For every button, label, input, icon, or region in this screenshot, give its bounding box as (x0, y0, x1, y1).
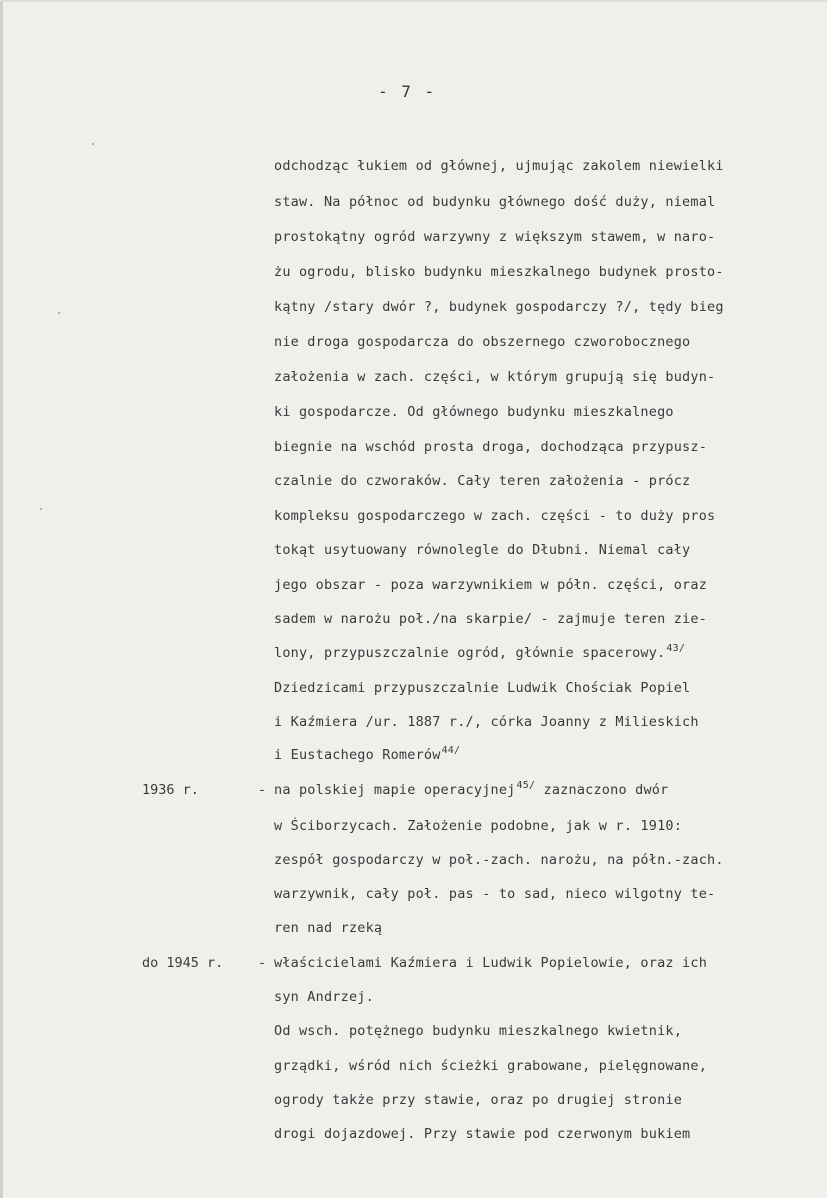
page-number: - 7 - (378, 82, 437, 101)
text-line: biegnie na wschód prosta droga, dochodząca przypusz- (274, 439, 708, 455)
footnote-ref-43: 43/ (666, 643, 686, 654)
text-line: nie droga gospodarcza do obszernego czworobocznego (274, 334, 691, 350)
text-span: zaznaczono dwór (535, 782, 669, 798)
text-line: Od wsch. potężnego budynku mieszkalnego kwietnik, (274, 1023, 683, 1039)
text-line: grządki, wśród nich ścieżki grabowane, pielęgnowane, (274, 1058, 708, 1074)
text-line: ki gospodarcze. Od głównego budynku mieszkalnego (274, 404, 674, 420)
text-line (274, 645, 685, 661)
text-line: czalnie do czworaków. Cały teren założenia - prócz (274, 473, 691, 489)
text-span: na polskiej mapie operacyjnej (274, 782, 516, 798)
text-span: i Eustachego Romerów (274, 747, 441, 763)
page-top-edge (0, 0, 827, 2)
entry-date-1936: 1936 r. (142, 782, 199, 798)
text-line: kątny /stary dwór ?, budynek gospodarczy ?/, tędy bieg (274, 299, 724, 315)
text-line: żu ogrodu, blisko budynku mieszkalnego budynek prosto- (274, 264, 724, 280)
entry-date-1945: do 1945 r. (142, 955, 224, 971)
text-line: w Ściborzycach. Założenie podobne, jak w r. 1910: (274, 818, 683, 834)
text-line: właścicielami Kaźmiera i Ludwik Popielowie, oraz ich (274, 955, 708, 971)
paper-speck (58, 312, 60, 314)
paper-speck (40, 508, 42, 510)
text-line: ren nad rzeką (274, 920, 383, 936)
text-line: staw. Na północ od budynku głównego dość duży, niemal (274, 194, 716, 210)
footnote-ref-45: 45/ (516, 780, 536, 791)
entry-dash: - (258, 782, 267, 798)
text-line: prostokątny ogród warzywny z większym stawem, w naro- (274, 229, 716, 245)
text-line: zespół gospodarczy w poł.-zach. narożu, na półn.-zach. (274, 852, 724, 868)
text-line: kompleksu gospodarczego w zach. części - to duży pros (274, 508, 716, 524)
text-line: ogrody także przy stawie, oraz po drugiej stronie (274, 1092, 683, 1108)
paper-speck (92, 143, 94, 145)
text-line: syn Andrzej. (274, 989, 374, 1005)
text-line (274, 782, 668, 798)
text-line: drogi dojazdowej. Przy stawie pod czerwonym bukiem (274, 1126, 691, 1142)
text-span: lony, przypuszczalnie ogród, głównie spacerowy. (274, 645, 666, 661)
text-line: Dziedzicami przypuszczalnie Ludwik Chościak Popiel (274, 680, 691, 696)
text-line: jego obszar - poza warzywnikiem w półn. części, oraz (274, 577, 708, 593)
text-line: założenia w zach. części, w którym grupują się budyn- (274, 369, 716, 385)
footnote-ref-44: 44/ (441, 745, 461, 756)
text-line (274, 747, 460, 763)
entry-dash: - (258, 955, 267, 971)
page-left-edge (0, 0, 3, 1198)
text-line: warzywnik, cały poł. pas - to sad, nieco wilgotny te- (274, 886, 716, 902)
text-line: tokąt usytuowany równolegle do Dłubni. Niemal cały (274, 542, 691, 558)
text-line: odchodząc łukiem od głównej, ujmując zakolem niewielki (274, 158, 724, 174)
text-line: sadem w narożu poł./na skarpie/ - zajmuje teren zie- (274, 611, 708, 627)
text-line: i Kaźmiera /ur. 1887 r./, córka Joanny z Milieskich (274, 714, 699, 730)
